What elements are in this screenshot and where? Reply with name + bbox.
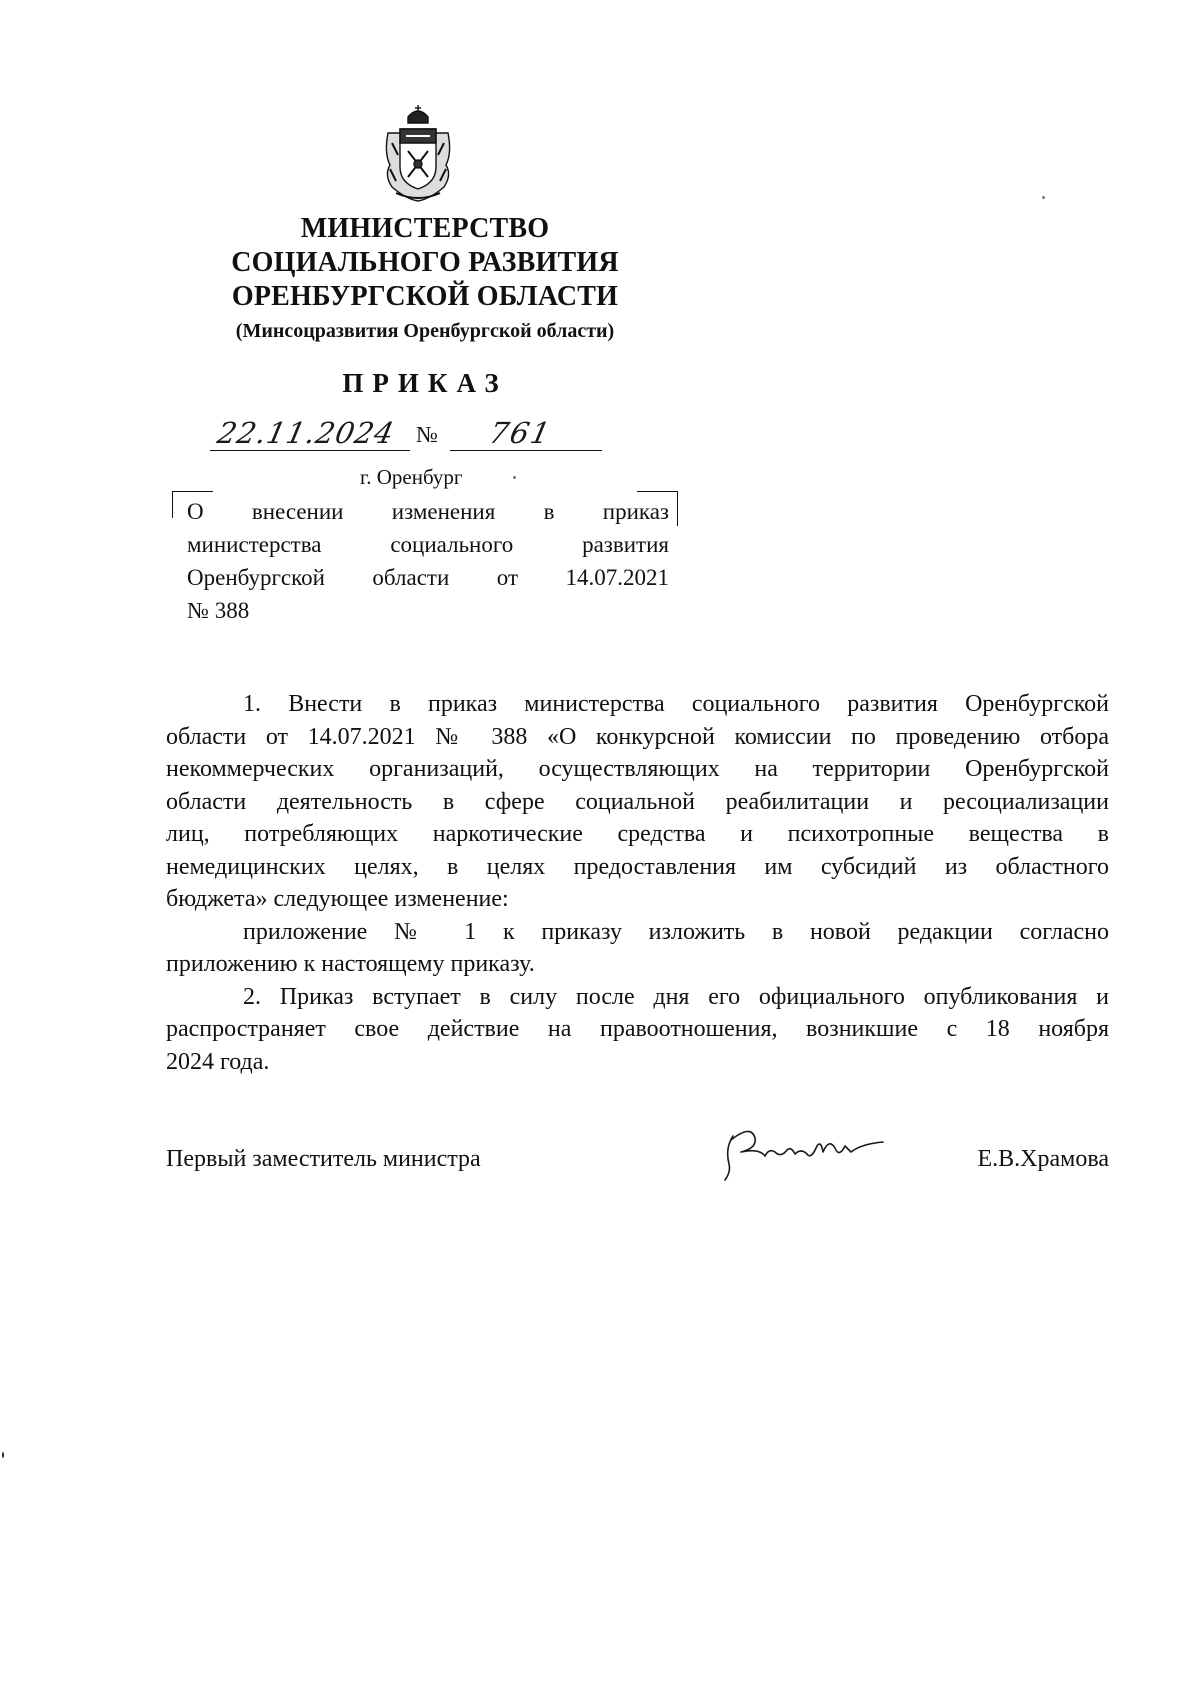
body-line: распространяет свое действие на правоотношения, возникшие с 18 ноября [166,1016,1109,1042]
signer-position: Первый заместитель министра [166,1146,481,1172]
order-number-handwritten: 761 [486,416,555,450]
number-underline [450,450,602,451]
date-number-row [210,418,630,458]
scan-speck [2,1452,4,1458]
body-line: немедицинских целях, в целях предоставления им субсидий из областного [166,853,1109,880]
scan-speck [1042,196,1045,199]
org-name-line-2: СОЦИАЛЬНОГО РАЗВИТИЯ [231,247,619,278]
subject-line: № 388 [187,598,250,623]
coat-of-arms-emblem [378,103,458,203]
handwritten-signature [711,1118,891,1188]
signature-block [166,1136,1109,1196]
order-subject [187,495,669,627]
body-line: некоммерческих организаций, осуществляющих на территории Оренбургской [166,756,1109,782]
city: г. Оренбург [360,465,463,489]
scan-speck [513,476,516,479]
body-line: бюджета» следующее изменение: [166,886,509,912]
body-line: приложению к настоящему приказу. [166,951,535,977]
body-line: области деятельность в сфере социальной реабилитации и ресоциализации [166,788,1109,815]
signer-name: Е.В.Храмова [977,1146,1109,1172]
order-body [166,688,1109,1078]
number-sign: № [416,422,438,447]
organization-header [160,212,690,346]
subject-line: министерства социального развития [187,532,669,557]
org-name-line-3: ОРЕНБУРГСКОЙ ОБЛАСТИ [231,281,619,312]
order-date-handwritten: 22.11.2024 [214,416,398,450]
org-short-name: (Минсоцразвития Оренбургской области) [235,320,615,342]
body-line: лиц, потребляющих наркотические средства и психотропные вещества в [166,821,1109,847]
body-line: приложение № 1 к приказу изложить в новой редакции согласно [243,918,1109,945]
subject-line: Оренбургской области от 14.07.2021 [187,565,669,590]
body-line: 2. Приказ вступает в силу после дня его официального опубликования и [243,983,1109,1010]
document-type-title: ПРИКАЗ [342,368,508,398]
subject-line: О внесении изменения в приказ [187,499,669,524]
body-line: области от 14.07.2021 № 388 «О конкурсной комиссии по проведению отбора [166,723,1109,750]
body-line: 1. Внести в приказ министерства социального развития Оренбургской [243,691,1109,717]
body-line: 2024 года. [166,1048,270,1075]
date-underline [210,450,410,451]
org-name-line-1: МИНИСТЕРСТВО [300,213,550,244]
